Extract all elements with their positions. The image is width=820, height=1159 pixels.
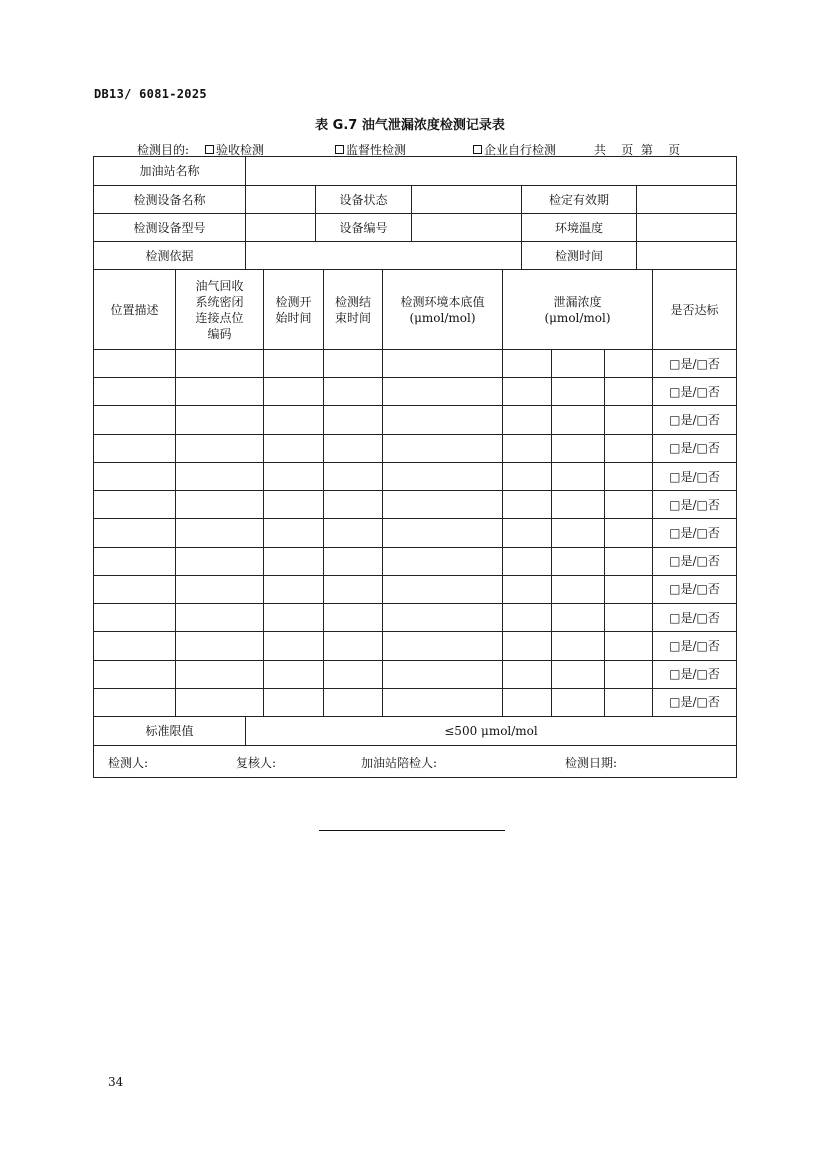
- col-header-start-time: 检测开 始时间: [264, 270, 324, 350]
- end-rule: [319, 830, 505, 831]
- cell-background[interactable]: [383, 350, 503, 378]
- cell-end-time[interactable]: [324, 548, 383, 576]
- cell-compliant[interactable]: [653, 576, 736, 604]
- checkbox-icon[interactable]: [205, 145, 214, 154]
- device-name-value[interactable]: [246, 186, 316, 214]
- cell-start-time[interactable]: [264, 519, 324, 547]
- limit-label: 标准限值: [94, 717, 246, 746]
- cell-compliant[interactable]: [653, 519, 736, 547]
- cell-start-time[interactable]: [264, 350, 324, 378]
- cell-background[interactable]: [383, 435, 503, 463]
- test-time-value[interactable]: [637, 242, 736, 270]
- cell-leak-2[interactable]: [552, 576, 605, 604]
- cell-compliant[interactable]: [653, 350, 736, 378]
- cell-position[interactable]: [94, 689, 176, 717]
- compliance-checkbox-text[interactable]: □是/□否: [669, 638, 720, 653]
- cell-background[interactable]: [383, 491, 503, 519]
- col-header-compliant: 是否达标: [653, 270, 736, 350]
- record-table: [93, 156, 737, 778]
- cell-background[interactable]: [383, 689, 503, 717]
- cell-end-time[interactable]: [324, 491, 383, 519]
- cell-leak-3[interactable]: [605, 604, 653, 632]
- cell-compliant[interactable]: [653, 435, 736, 463]
- cell-seal-code[interactable]: [176, 661, 264, 689]
- cell-background[interactable]: [383, 378, 503, 406]
- cell-leak-3[interactable]: [605, 378, 653, 406]
- test-time-label: 检测时间: [522, 242, 637, 270]
- cell-leak-1[interactable]: [503, 406, 552, 434]
- cell-start-time[interactable]: [264, 435, 324, 463]
- option-label: 企业自行检测: [484, 143, 557, 157]
- cell-position[interactable]: [94, 491, 176, 519]
- cell-position[interactable]: [94, 661, 176, 689]
- cell-leak-1[interactable]: [503, 463, 552, 491]
- purpose-line: [0, 141, 820, 157]
- station-name-value[interactable]: [246, 157, 736, 186]
- cell-start-time[interactable]: [264, 689, 324, 717]
- cell-leak-3[interactable]: [605, 350, 653, 378]
- compliance-checkbox-text[interactable]: □是/□否: [669, 610, 720, 625]
- cell-compliant[interactable]: [653, 661, 736, 689]
- signature-row: [94, 746, 736, 777]
- cell-end-time[interactable]: [324, 435, 383, 463]
- compliance-checkbox-text[interactable]: □是/□否: [669, 384, 720, 399]
- col-header-position: 位置描述: [94, 270, 176, 350]
- compliance-checkbox-text[interactable]: □是/□否: [669, 582, 720, 597]
- cell-position[interactable]: [94, 406, 176, 434]
- cell-background[interactable]: [383, 632, 503, 660]
- cell-leak-2[interactable]: [552, 435, 605, 463]
- cell-position[interactable]: [94, 632, 176, 660]
- cell-seal-code[interactable]: [176, 463, 264, 491]
- compliance-checkbox-text[interactable]: □是/□否: [669, 525, 720, 540]
- cell-seal-code[interactable]: [176, 378, 264, 406]
- cell-leak-2[interactable]: [552, 491, 605, 519]
- cell-leak-2[interactable]: [552, 406, 605, 434]
- basis-label: 检测依据: [94, 242, 246, 270]
- cell-seal-code[interactable]: [176, 689, 264, 717]
- cell-leak-2[interactable]: [552, 632, 605, 660]
- purpose-label: 检测目的:: [137, 143, 190, 157]
- cell-leak-3[interactable]: [605, 463, 653, 491]
- device-status-label: 设备状态: [316, 186, 412, 214]
- cell-start-time[interactable]: [264, 604, 324, 632]
- cell-seal-code[interactable]: [176, 350, 264, 378]
- cell-leak-1[interactable]: [503, 378, 552, 406]
- cell-seal-code[interactable]: [176, 604, 264, 632]
- document-code: DB13/ 6081-2025: [94, 87, 207, 101]
- table-title: 表 G.7 油气泄漏浓度检测记录表: [315, 118, 505, 133]
- cell-compliant[interactable]: [653, 378, 736, 406]
- compliance-checkbox-text[interactable]: □是/□否: [669, 441, 720, 456]
- cell-leak-1[interactable]: [503, 661, 552, 689]
- compliance-checkbox-text[interactable]: □是/□否: [669, 695, 720, 710]
- cell-end-time[interactable]: [324, 378, 383, 406]
- cell-compliant[interactable]: [653, 548, 736, 576]
- cell-end-time[interactable]: [324, 632, 383, 660]
- cell-end-time[interactable]: [324, 661, 383, 689]
- cell-leak-1[interactable]: [503, 576, 552, 604]
- device-number-label: 设备编号: [316, 214, 412, 242]
- option-label: 监督性检测: [346, 143, 407, 157]
- cell-leak-2[interactable]: [552, 519, 605, 547]
- cell-seal-code[interactable]: [176, 406, 264, 434]
- compliance-checkbox-text[interactable]: □是/□否: [669, 497, 720, 512]
- cell-leak-3[interactable]: [605, 689, 653, 717]
- validity-value[interactable]: [637, 186, 736, 214]
- cell-background[interactable]: [383, 548, 503, 576]
- cell-start-time[interactable]: [264, 406, 324, 434]
- cell-position[interactable]: [94, 548, 176, 576]
- cell-background[interactable]: [383, 406, 503, 434]
- cell-position[interactable]: [94, 463, 176, 491]
- checkbox-icon[interactable]: [473, 145, 482, 154]
- cell-compliant[interactable]: [653, 491, 736, 519]
- cell-seal-code[interactable]: [176, 519, 264, 547]
- cell-position[interactable]: [94, 604, 176, 632]
- cell-position[interactable]: [94, 519, 176, 547]
- cell-end-time[interactable]: [324, 463, 383, 491]
- cell-leak-2[interactable]: [552, 661, 605, 689]
- cell-background[interactable]: [383, 463, 503, 491]
- cell-position[interactable]: [94, 435, 176, 463]
- col-header-leak-concentration: 泄漏浓度 (μmol/mol): [503, 270, 653, 350]
- cell-leak-1[interactable]: [503, 491, 552, 519]
- cell-start-time[interactable]: [264, 576, 324, 604]
- cell-seal-code[interactable]: [176, 548, 264, 576]
- cell-position[interactable]: [94, 576, 176, 604]
- cell-compliant[interactable]: [653, 632, 736, 660]
- basis-value[interactable]: [246, 242, 522, 270]
- cell-end-time[interactable]: [324, 350, 383, 378]
- cell-leak-2[interactable]: [552, 548, 605, 576]
- cell-start-time[interactable]: [264, 491, 324, 519]
- cell-leak-2[interactable]: [552, 378, 605, 406]
- cell-leak-1[interactable]: [503, 519, 552, 547]
- cell-leak-1[interactable]: [503, 604, 552, 632]
- cell-end-time[interactable]: [324, 604, 383, 632]
- compliance-checkbox-text[interactable]: □是/□否: [669, 667, 720, 682]
- limit-value: ≤500 μmol/mol: [246, 717, 736, 746]
- compliance-checkbox-text[interactable]: □是/□否: [669, 413, 720, 428]
- inspector-label: 检测人:: [108, 756, 149, 770]
- device-name-label: 检测设备名称: [94, 186, 246, 214]
- cell-leak-2[interactable]: [552, 350, 605, 378]
- ambient-temp-value[interactable]: [637, 214, 736, 242]
- reviewer-label: 复核人:: [236, 756, 277, 770]
- option-label: 验收检测: [216, 143, 265, 157]
- compliance-checkbox-text[interactable]: □是/□否: [669, 469, 720, 484]
- inspection-date-label: 检测日期:: [565, 756, 618, 770]
- col-header-background: 检测环境本底值 (μmol/mol): [383, 270, 503, 350]
- cell-leak-3[interactable]: [605, 491, 653, 519]
- cell-position[interactable]: [94, 378, 176, 406]
- cell-background[interactable]: [383, 661, 503, 689]
- cell-leak-3[interactable]: [605, 632, 653, 660]
- ambient-temp-label: 环境温度: [522, 214, 637, 242]
- cell-leak-3[interactable]: [605, 576, 653, 604]
- cell-seal-code[interactable]: [176, 632, 264, 660]
- cell-compliant[interactable]: [653, 689, 736, 717]
- cell-leak-3[interactable]: [605, 519, 653, 547]
- cell-leak-2[interactable]: [552, 463, 605, 491]
- cell-compliant[interactable]: [653, 604, 736, 632]
- cell-seal-code[interactable]: [176, 435, 264, 463]
- device-status-value[interactable]: [412, 186, 522, 214]
- cell-start-time[interactable]: [264, 632, 324, 660]
- cell-leak-1[interactable]: [503, 350, 552, 378]
- compliance-checkbox-text[interactable]: □是/□否: [669, 554, 720, 569]
- cell-position[interactable]: [94, 350, 176, 378]
- cell-seal-code[interactable]: [176, 491, 264, 519]
- cell-background[interactable]: [383, 519, 503, 547]
- cell-leak-3[interactable]: [605, 435, 653, 463]
- cell-background[interactable]: [383, 576, 503, 604]
- cell-end-time[interactable]: [324, 689, 383, 717]
- cell-end-time[interactable]: [324, 576, 383, 604]
- cell-compliant[interactable]: [653, 463, 736, 491]
- cell-leak-1[interactable]: [503, 548, 552, 576]
- cell-start-time[interactable]: [264, 378, 324, 406]
- cell-leak-3[interactable]: [605, 406, 653, 434]
- cell-compliant[interactable]: [653, 406, 736, 434]
- cell-end-time[interactable]: [324, 406, 383, 434]
- device-number-value[interactable]: [412, 214, 522, 242]
- col-header-seal-code: 油气回收 系统密闭 连接点位 编码: [176, 270, 264, 350]
- cell-background[interactable]: [383, 604, 503, 632]
- validity-label: 检定有效期: [522, 186, 637, 214]
- device-model-value[interactable]: [246, 214, 316, 242]
- cell-leak-1[interactable]: [503, 632, 552, 660]
- device-model-label: 检测设备型号: [94, 214, 246, 242]
- cell-start-time[interactable]: [264, 548, 324, 576]
- page-count: 共 页 第 页: [594, 143, 681, 157]
- cell-leak-3[interactable]: [605, 661, 653, 689]
- cell-leak-1[interactable]: [503, 435, 552, 463]
- cell-leak-3[interactable]: [605, 548, 653, 576]
- cell-start-time[interactable]: [264, 661, 324, 689]
- compliance-checkbox-text[interactable]: □是/□否: [669, 356, 720, 371]
- station-name-label: 加油站名称: [94, 157, 246, 186]
- col-header-end-time: 检测结 束时间: [324, 270, 383, 350]
- station-escort-label: 加油站陪检人:: [361, 756, 438, 770]
- page-number: 34: [108, 1075, 124, 1089]
- cell-leak-2[interactable]: [552, 689, 605, 717]
- checkbox-icon[interactable]: [335, 145, 344, 154]
- cell-leak-1[interactable]: [503, 689, 552, 717]
- cell-start-time[interactable]: [264, 463, 324, 491]
- cell-leak-2[interactable]: [552, 604, 605, 632]
- cell-seal-code[interactable]: [176, 576, 264, 604]
- cell-end-time[interactable]: [324, 519, 383, 547]
